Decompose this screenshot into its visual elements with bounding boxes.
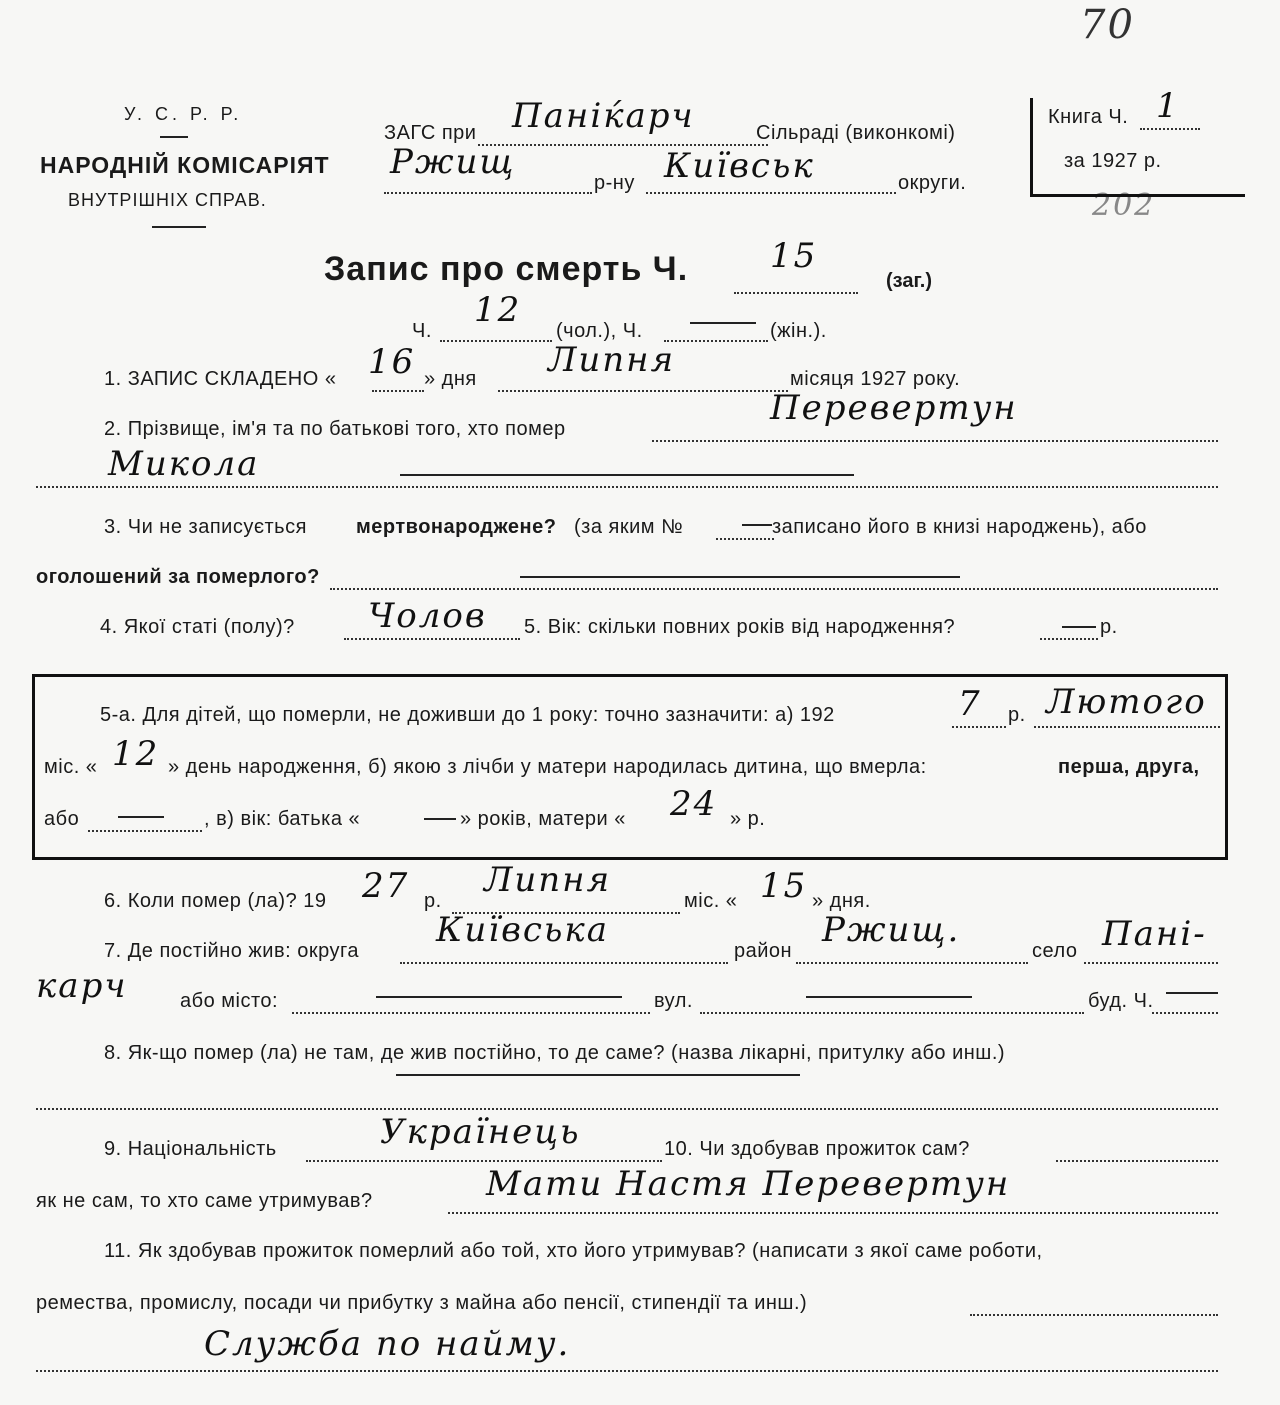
item4-label: 4. Якої статі (полу)? [100, 616, 295, 638]
zags-label: ЗАГС при [384, 122, 477, 144]
zags-suffix: Сільраді (виконкомі) [756, 122, 956, 144]
commissariat-title: НАРОДНІЙ КОМІСАРІЯТ [40, 152, 330, 178]
item6-end: » дня. [812, 890, 871, 912]
item5a-end: » р. [730, 808, 766, 830]
deceased-name: Микола [108, 444, 260, 484]
mother-age: 24 [670, 784, 718, 824]
item5a-month-label: міс. « [44, 756, 98, 778]
item7-street-label: вул. [654, 990, 693, 1012]
death-year-digits: 27 [362, 866, 410, 906]
male-number-prefix: Ч. [412, 320, 432, 342]
item3-declared-dead: оголошений за померлого? [36, 566, 320, 588]
item5-label: 5. Вік: скільки повних років від народження? [524, 616, 956, 638]
item8-label: 8. Як-що помер (ла) не там, де жив постійно, то де саме? (назва лікарні, притулку або инш.) [104, 1042, 1006, 1064]
okruha-name: Київськ [664, 146, 815, 186]
occupation: Служба по найму. [204, 1324, 571, 1364]
male-number: 12 [474, 290, 522, 330]
book-year: за 1927 р. [1064, 150, 1162, 172]
item9-label: 9. Національність [104, 1138, 277, 1160]
item3-stillborn: мертвонароджене? [356, 516, 557, 538]
item10-supporter-label: як не сам, то хто саме утримував? [36, 1190, 373, 1212]
item11-label-cont: ремества, промислу, посади чи прибутку з майна або пенсії, стипендії та инш.) [36, 1292, 808, 1314]
archive-number-faded: 202 [1092, 188, 1156, 223]
record-number: 15 [770, 236, 818, 276]
item1-day: 16 [368, 342, 416, 382]
raion-name: Ржищ [390, 142, 516, 182]
okruha-label: округи. [898, 172, 967, 194]
item5a-or-label: або [44, 808, 80, 830]
commissariat-subtitle: ВНУТРІШНІХ СПРАВ. [68, 190, 267, 210]
residence-village: Пані- [1102, 914, 1207, 954]
item7-label: 7. Де постійно жив: округа [104, 940, 359, 962]
birth-month: Лютого [1046, 682, 1207, 722]
birth-year-digit: 7 [958, 684, 982, 724]
residence-okruha: Київська [436, 910, 610, 950]
item1-month: Липня [548, 340, 676, 380]
item7-selo-label: село [1032, 940, 1078, 962]
item5a-father-age-label: , в) вік: батька « [204, 808, 361, 830]
raion-label: р-ну [594, 172, 635, 194]
book-label: Книга Ч. [1048, 106, 1129, 128]
item6-year-label: р. [424, 890, 442, 912]
item5a-year-label: р. [1008, 704, 1026, 726]
death-month: Липня [484, 860, 612, 900]
item5-suffix: р. [1100, 616, 1118, 638]
item5a-label: 5-а. Для дітей, що померли, не доживши до 1 року: точно зазначити: а) 192 [100, 704, 835, 726]
item5a-birth-order-options: перша, друга, [1058, 756, 1200, 778]
item3-rest: записано його в книзі народжень), або [772, 516, 1147, 538]
nationality: Українець [380, 1112, 581, 1152]
supporter-name: Мати Настя Перевертун [486, 1164, 1011, 1204]
female-label: (жін.). [770, 320, 827, 342]
item6-month-label: міс. « [684, 890, 738, 912]
item2-label: 2. Прізвище, ім'я та по батькові того, хто помер [104, 418, 566, 440]
male-label: (чол.), Ч. [556, 320, 643, 342]
country-label: У. С. Р. Р. [124, 104, 243, 124]
item7-house-label: буд. Ч. [1088, 990, 1154, 1012]
record-total-label: (заг.) [886, 270, 933, 292]
residence-raion: Ржищ. [822, 910, 961, 950]
item6-label: 6. Коли помер (ла)? 19 [104, 890, 327, 912]
deceased-surname: Перевертун [770, 388, 1018, 428]
divider [152, 226, 206, 228]
item1-day-label: » дня [424, 368, 477, 390]
item3-book-number-label: (за яким № [574, 516, 684, 538]
death-day: 15 [760, 866, 808, 906]
divider [160, 136, 188, 138]
record-title: Запис про смерть Ч. [324, 250, 689, 288]
item10-label: 10. Чи здобував прожиток сам? [664, 1138, 970, 1160]
item5a-mother-age-label: » років, матери « [460, 808, 626, 830]
item11-label: 11. Як здобував прожиток померлий або той, хто його утримував? (написати з якої саме роботи, [104, 1240, 1043, 1262]
zags-village: Паніќарч [512, 96, 695, 136]
item5a-birth-order-label: » день народження, б) якою з лічби у матери народилась дитина, що вмерла: [168, 756, 927, 778]
book-number: 1 [1156, 86, 1180, 126]
deceased-sex: Чолов [368, 596, 487, 636]
item7-city-label: або місто: [180, 990, 279, 1012]
archive-number: 70 [1080, 2, 1135, 48]
birth-day: 12 [112, 734, 160, 774]
item1-suffix: місяця 1927 року. [790, 368, 961, 390]
residence-village-cont: карч [36, 966, 128, 1006]
item3-label: 3. Чи не записується [104, 516, 307, 538]
item1-label: 1. ЗАПИС СКЛАДЕНО « [104, 368, 337, 390]
item7-raion-label: район [734, 940, 793, 962]
